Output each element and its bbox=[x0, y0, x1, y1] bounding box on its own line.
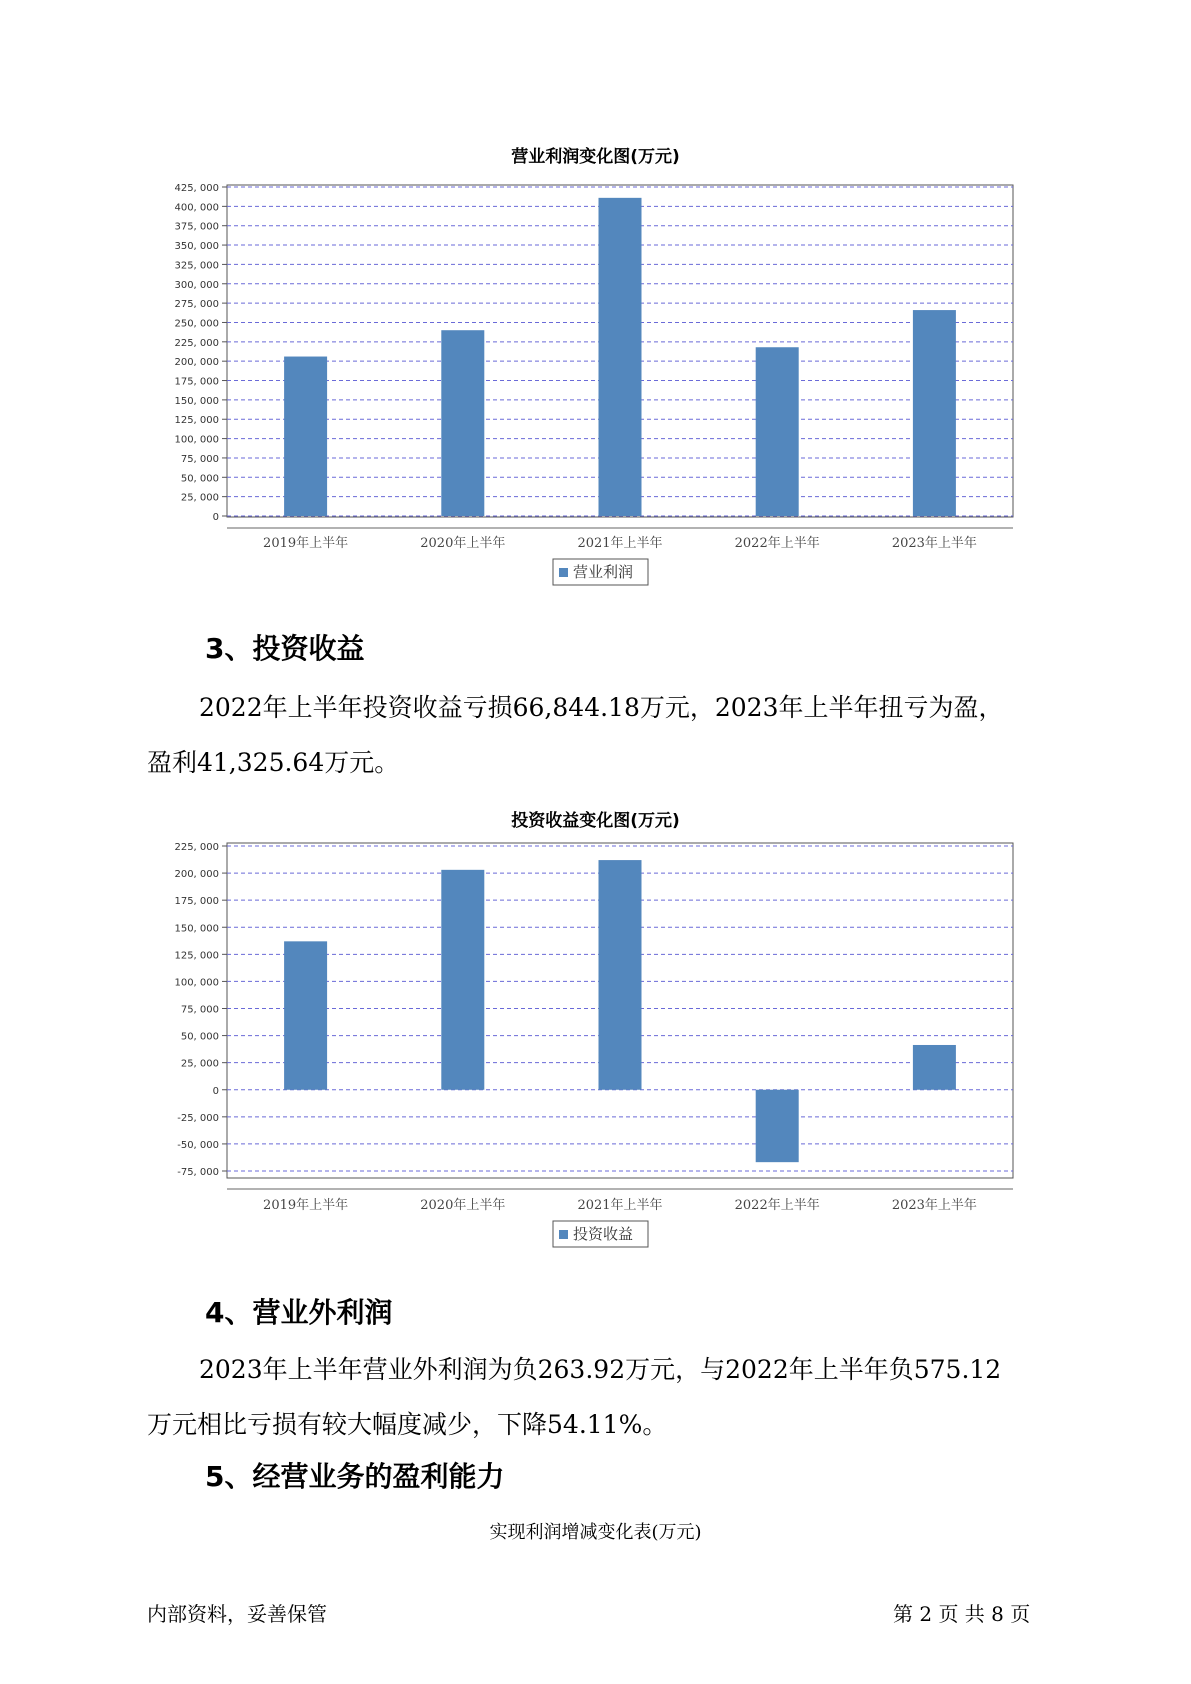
y-tick-label: 125, 000 bbox=[174, 415, 219, 427]
section-heading: 4、营业外利润 bbox=[205, 1296, 393, 1329]
y-tick-label: 0 bbox=[212, 1085, 219, 1097]
y-tick-label: -25, 000 bbox=[177, 1112, 219, 1124]
x-tick-label: 2023年上半年 bbox=[891, 536, 977, 551]
table-caption: 实现利润增减变化表(万元) bbox=[489, 1522, 702, 1543]
y-tick-label: 275, 000 bbox=[174, 299, 219, 311]
y-tick-label: 350, 000 bbox=[174, 241, 219, 253]
legend-swatch bbox=[559, 1230, 568, 1239]
y-tick-label: 25, 000 bbox=[180, 1058, 219, 1070]
x-tick-label: 2019年上半年 bbox=[263, 536, 349, 551]
x-tick-label: 2021年上半年 bbox=[577, 1198, 663, 1213]
y-tick-label: 150, 000 bbox=[174, 395, 219, 407]
chart-title: 投资收益变化图(万元) bbox=[511, 811, 680, 831]
x-tick-label: 2022年上半年 bbox=[734, 536, 820, 551]
x-tick-label: 2020年上半年 bbox=[420, 536, 506, 551]
bar bbox=[599, 860, 642, 1090]
x-tick-label: 2023年上半年 bbox=[891, 1198, 977, 1213]
x-tick-label: 2021年上半年 bbox=[577, 536, 663, 551]
x-tick-label: 2022年上半年 bbox=[734, 1198, 820, 1213]
paragraph-line: 盈利41,325.64万元。 bbox=[147, 748, 400, 777]
legend bbox=[553, 1221, 648, 1247]
paragraph bbox=[147, 1342, 1047, 1452]
y-tick-label: 100, 000 bbox=[174, 977, 219, 989]
y-tick-label: 375, 000 bbox=[174, 221, 219, 233]
y-tick-label: 25, 000 bbox=[180, 492, 219, 504]
y-tick-label: 250, 000 bbox=[174, 318, 219, 330]
bar bbox=[284, 941, 327, 1089]
x-tick-label: 2020年上半年 bbox=[420, 1198, 506, 1213]
y-tick-label: 50, 000 bbox=[180, 1031, 219, 1043]
y-tick-label: 125, 000 bbox=[174, 950, 219, 962]
y-tick-label: 75, 000 bbox=[180, 1004, 219, 1016]
y-tick-label: 50, 000 bbox=[180, 473, 219, 485]
legend-label: 投资收益 bbox=[573, 1225, 634, 1243]
bar bbox=[441, 870, 484, 1090]
y-tick-label: 75, 000 bbox=[180, 453, 219, 465]
section-heading: 3、投资收益 bbox=[205, 632, 365, 665]
legend-label: 营业利润 bbox=[573, 563, 634, 581]
y-tick-label: 0 bbox=[212, 512, 219, 523]
y-tick-label: 200, 000 bbox=[174, 357, 219, 369]
y-tick-label: 225, 000 bbox=[174, 337, 219, 349]
chart-title: 营业利润变化图(万元) bbox=[511, 147, 680, 167]
x-tick-label: 2019年上半年 bbox=[263, 1198, 349, 1213]
y-tick-label: -75, 000 bbox=[177, 1167, 219, 1178]
y-tick-label: 175, 000 bbox=[174, 896, 219, 908]
y-tick-label: 175, 000 bbox=[174, 376, 219, 388]
paragraph-line: 2022年上半年投资收益亏损66,844.18万元，2023年上半年扭亏为盈， bbox=[199, 693, 1004, 722]
y-tick-label: 150, 000 bbox=[174, 923, 219, 935]
y-tick-label: -50, 000 bbox=[177, 1139, 219, 1151]
y-tick-label: 100, 000 bbox=[174, 434, 219, 446]
y-tick-label: 400, 000 bbox=[174, 202, 219, 214]
y-tick-label: 300, 000 bbox=[174, 279, 219, 291]
y-tick-label: 425, 000 bbox=[174, 183, 219, 194]
y-tick-label: 200, 000 bbox=[174, 869, 219, 881]
y-tick-label: 325, 000 bbox=[174, 260, 219, 272]
footer-page-number: 第 2 页 共 8 页 bbox=[893, 1602, 1031, 1626]
paragraph-line: 万元相比亏损有较大幅度减少，下降54.11%。 bbox=[147, 1410, 668, 1439]
footer-confidential: 内部资料，妥善保管 bbox=[147, 1602, 327, 1626]
paragraph-line: 2023年上半年营业外利润为负263.92万元，与2022年上半年负575.12 bbox=[199, 1355, 1002, 1384]
bar bbox=[756, 1090, 799, 1162]
section-heading: 5、经营业务的盈利能力 bbox=[205, 1460, 505, 1493]
y-tick-label: 225, 000 bbox=[174, 842, 219, 853]
bar bbox=[913, 1045, 956, 1090]
